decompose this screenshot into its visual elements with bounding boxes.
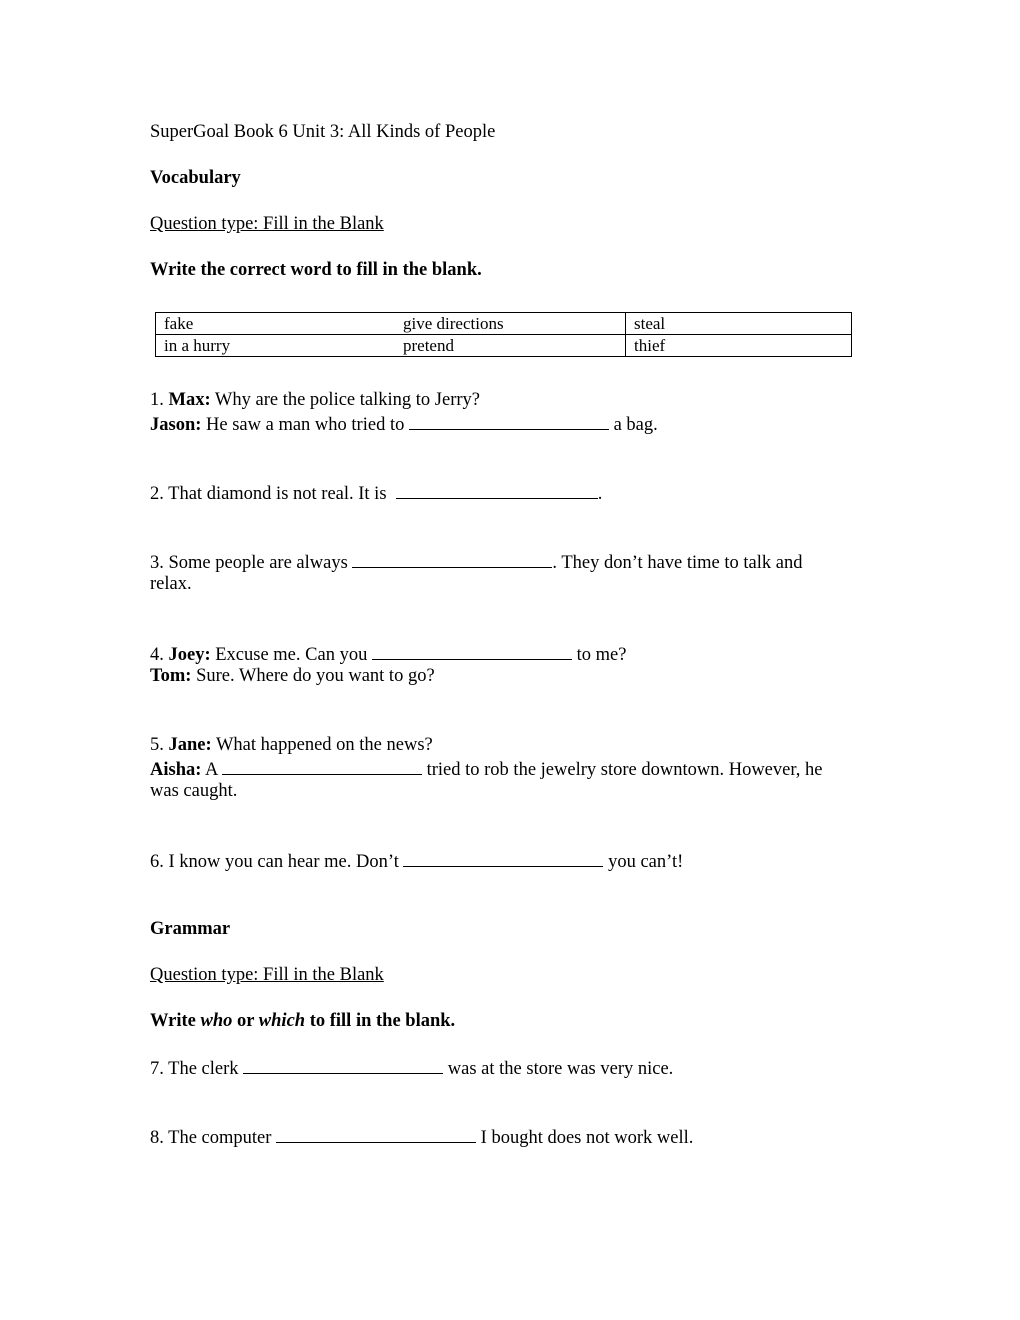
- question-5-response: [150, 757, 822, 782]
- question-text: A: [201, 760, 222, 780]
- answer-blank[interactable]: [352, 550, 552, 568]
- question-text: I bought does not work well.: [476, 1128, 694, 1148]
- grammar-heading: Grammar: [150, 919, 231, 939]
- question-number: 3.: [150, 553, 164, 573]
- question-text: What happened on the news?: [211, 735, 433, 755]
- question-1: [150, 389, 480, 412]
- speaker-label: Max:: [168, 390, 211, 410]
- question-number: 4.: [150, 645, 164, 665]
- grammar-question-type: Question type: Fill in the Blank: [150, 965, 384, 985]
- question-number: 5.: [150, 735, 164, 755]
- question-2: [150, 481, 602, 506]
- speaker-label: Tom:: [150, 666, 192, 686]
- instruction-keyword-who: who: [200, 1011, 233, 1031]
- question-text: a bag.: [608, 415, 658, 435]
- question-text: to me?: [571, 645, 627, 665]
- speaker-label: Aisha:: [150, 760, 202, 780]
- word-bank-row: [156, 313, 852, 335]
- grammar-instruction: [150, 1010, 455, 1033]
- word-bank-row: [156, 335, 852, 357]
- instruction-text: Write: [150, 1011, 201, 1031]
- question-3-continuation: relax.: [150, 574, 192, 594]
- question-5: [150, 734, 433, 757]
- question-number: 2.: [150, 484, 164, 504]
- question-8: [150, 1125, 693, 1150]
- answer-blank[interactable]: [372, 642, 572, 660]
- question-text: .: [597, 484, 603, 504]
- question-text: . They don’t have time to talk and: [552, 553, 803, 573]
- question-number: 6.: [150, 852, 164, 872]
- word-bank-cell: give directions: [395, 313, 626, 335]
- document-title: SuperGoal Book 6 Unit 3: All Kinds of People: [150, 122, 496, 142]
- answer-blank[interactable]: [396, 481, 598, 499]
- question-1-response: [150, 412, 658, 437]
- question-text: Excuse me. Can you: [210, 645, 372, 665]
- word-bank-table: [155, 312, 852, 357]
- question-text: I know you can hear me. Don’t: [163, 852, 404, 872]
- speaker-label: Jane:: [168, 735, 212, 755]
- vocabulary-question-type: Question type: Fill in the Blank: [150, 214, 384, 234]
- question-text: Sure. Where do you want to go?: [191, 666, 435, 686]
- question-5-continuation: was caught.: [150, 781, 238, 801]
- question-text: you can’t!: [603, 852, 684, 872]
- word-bank-cell: thief: [626, 335, 852, 357]
- question-text: That diamond is not real. It is: [163, 484, 396, 504]
- question-7: [150, 1056, 673, 1081]
- answer-blank[interactable]: [409, 412, 609, 430]
- answer-blank[interactable]: [403, 849, 603, 867]
- word-bank-cell: fake: [156, 313, 396, 335]
- question-number: 1.: [150, 390, 164, 410]
- speaker-label: Jason:: [150, 415, 202, 435]
- question-text: The clerk: [163, 1059, 244, 1079]
- answer-blank[interactable]: [243, 1056, 443, 1074]
- question-4-response: [150, 665, 435, 688]
- answer-blank[interactable]: [276, 1125, 476, 1143]
- question-4: [150, 642, 626, 667]
- instruction-text: to fill in the blank.: [305, 1011, 456, 1031]
- word-bank-cell: pretend: [395, 335, 626, 357]
- question-text: Some people are always: [163, 553, 353, 573]
- instruction-keyword-which: which: [258, 1011, 306, 1031]
- word-bank-cell: in a hurry: [156, 335, 396, 357]
- question-number: 7.: [150, 1059, 164, 1079]
- question-text: The computer: [163, 1128, 277, 1148]
- answer-blank[interactable]: [222, 757, 422, 775]
- question-3: [150, 550, 802, 575]
- question-number: 8.: [150, 1128, 164, 1148]
- word-bank-cell: steal: [626, 313, 852, 335]
- question-text: was at the store was very nice.: [443, 1059, 674, 1079]
- vocabulary-heading: Vocabulary: [150, 168, 241, 188]
- speaker-label: Joey:: [168, 645, 211, 665]
- question-text: He saw a man who tried to: [201, 415, 409, 435]
- question-6: [150, 849, 683, 874]
- vocabulary-instruction: Write the correct word to fill in the blank.: [150, 260, 482, 280]
- question-text: Why are the police talking to Jerry?: [210, 390, 480, 410]
- instruction-text: or: [232, 1011, 259, 1031]
- question-text: tried to rob the jewelry store downtown. However, he: [421, 760, 823, 780]
